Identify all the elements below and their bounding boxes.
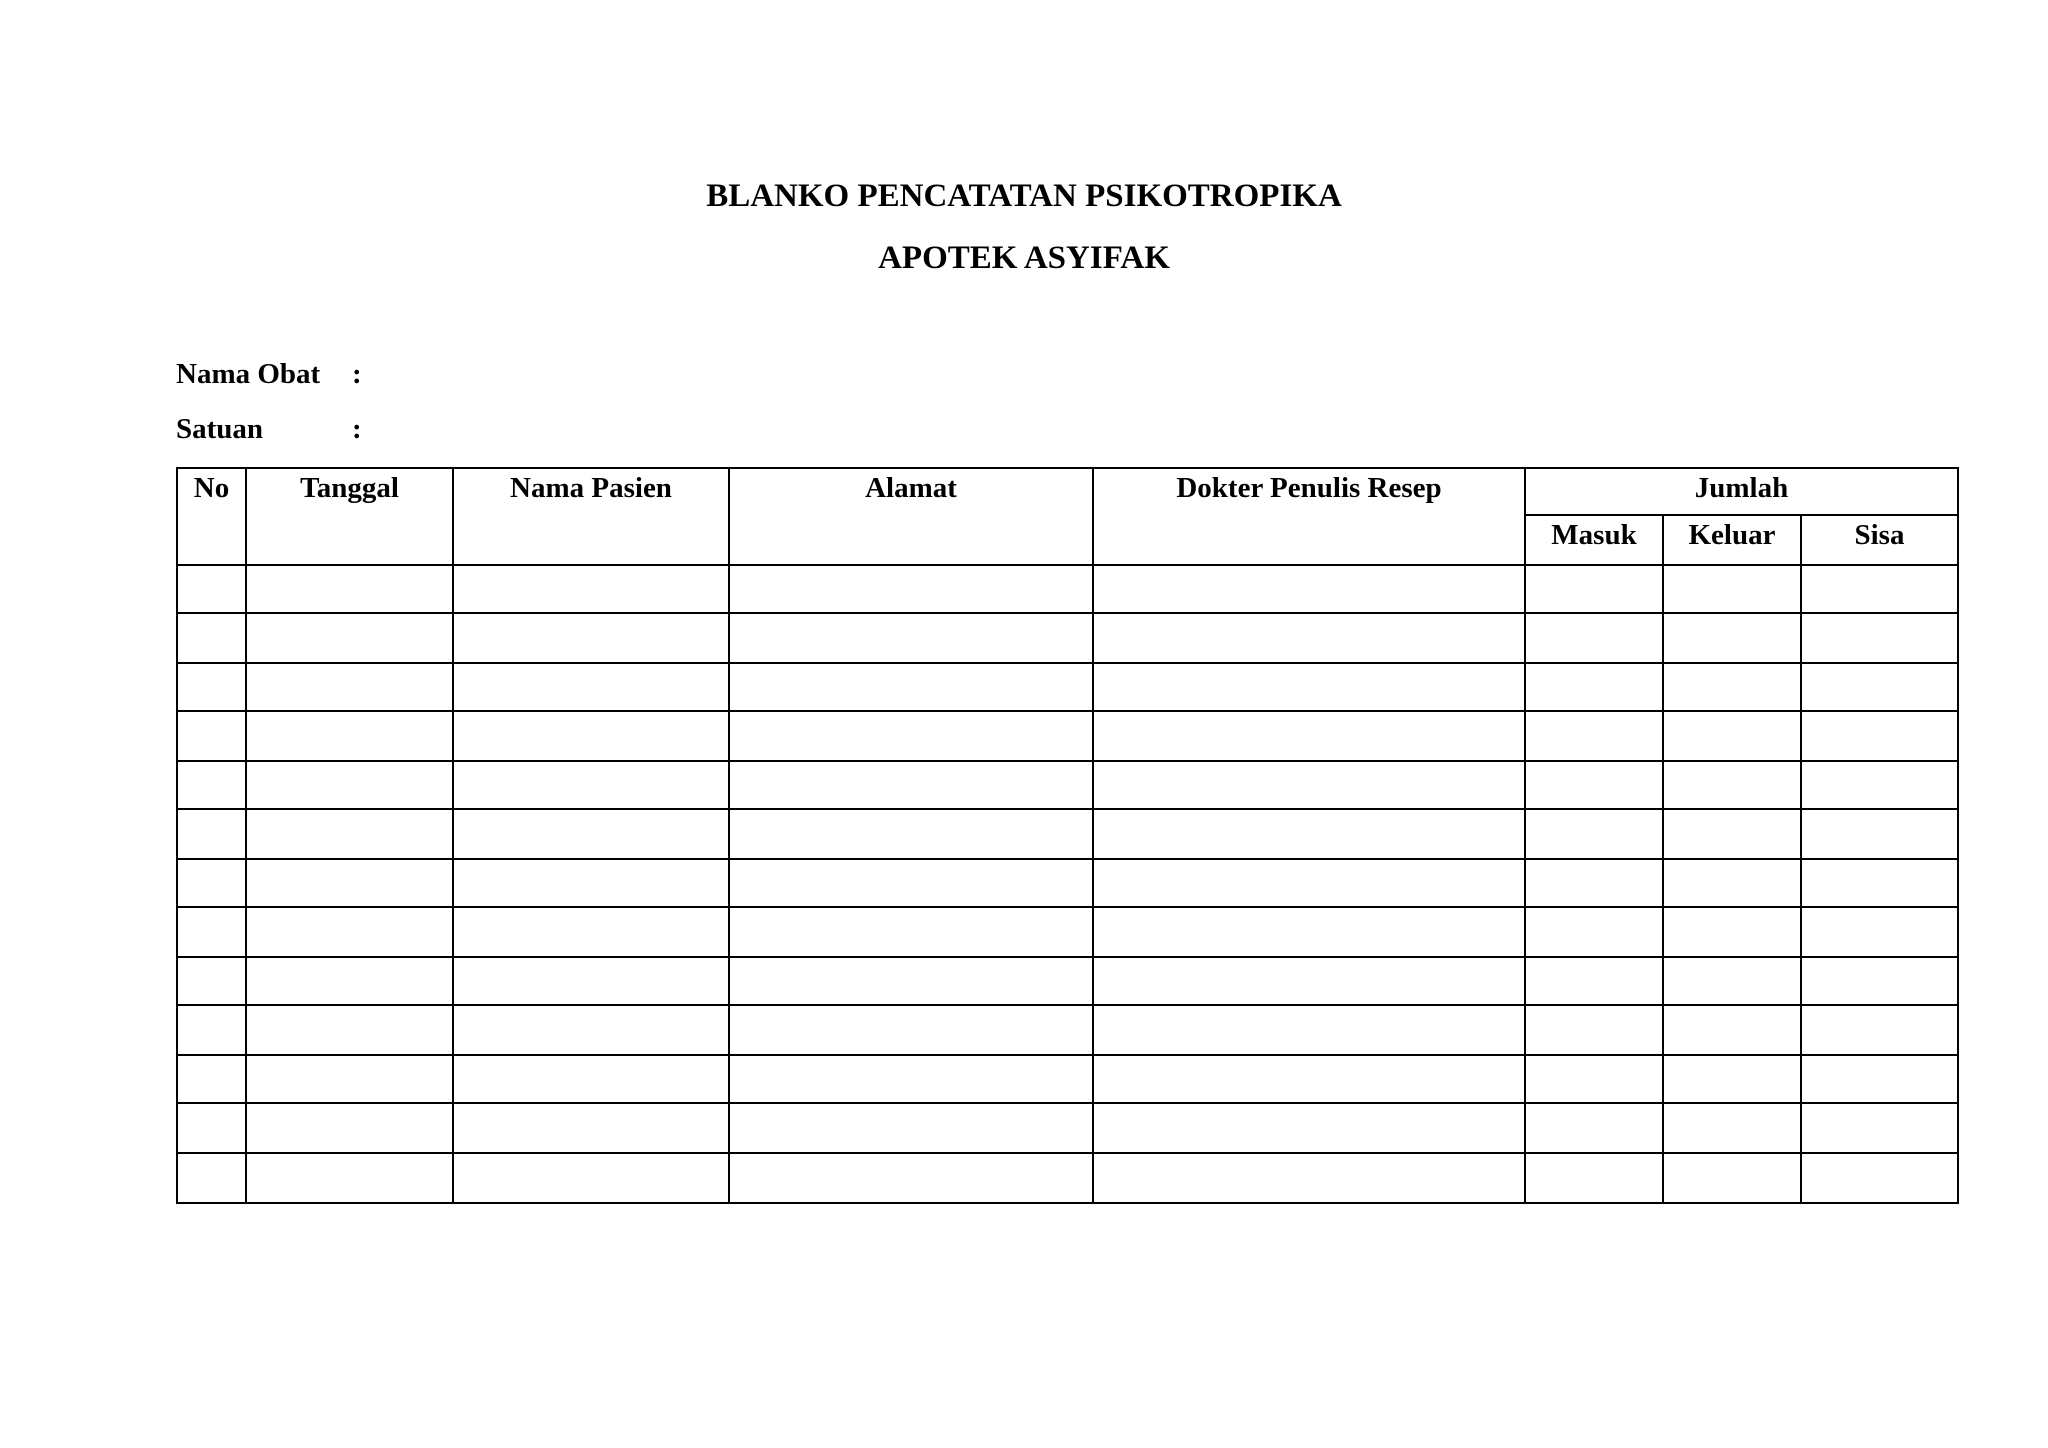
table-row: [177, 1055, 1958, 1103]
cell-tanggal: [246, 859, 453, 907]
cell-sisa: [1801, 761, 1958, 809]
cell-nama-pasien: [453, 711, 729, 761]
cell-no: [177, 907, 246, 957]
cell-dokter: [1093, 907, 1525, 957]
cell-keluar: [1663, 565, 1801, 613]
header-keluar: Keluar: [1663, 515, 1801, 565]
cell-keluar: [1663, 1153, 1801, 1203]
ledger-body: [177, 565, 1958, 1203]
cell-no: [177, 1153, 246, 1203]
field-satuan-separator: :: [352, 413, 362, 445]
cell-keluar: [1663, 1103, 1801, 1153]
cell-alamat: [729, 1153, 1093, 1203]
header-alamat: Alamat: [729, 468, 1093, 565]
cell-tanggal: [246, 711, 453, 761]
cell-dokter: [1093, 565, 1525, 613]
table-row: [177, 613, 1958, 663]
cell-sisa: [1801, 711, 1958, 761]
cell-tanggal: [246, 957, 453, 1005]
cell-tanggal: [246, 761, 453, 809]
cell-tanggal: [246, 907, 453, 957]
cell-nama-pasien: [453, 957, 729, 1005]
cell-sisa: [1801, 565, 1958, 613]
cell-masuk: [1525, 1103, 1663, 1153]
cell-tanggal: [246, 1153, 453, 1203]
header-no: No: [177, 468, 246, 565]
cell-alamat: [729, 1103, 1093, 1153]
cell-no: [177, 711, 246, 761]
cell-nama-pasien: [453, 809, 729, 859]
header-masuk: Masuk: [1525, 515, 1663, 565]
cell-masuk: [1525, 565, 1663, 613]
psychotropic-ledger-table: [176, 467, 1959, 1204]
cell-dokter: [1093, 1153, 1525, 1203]
cell-tanggal: [246, 1055, 453, 1103]
table-row: [177, 761, 1958, 809]
cell-sisa: [1801, 1103, 1958, 1153]
cell-no: [177, 1103, 246, 1153]
cell-dokter: [1093, 613, 1525, 663]
cell-masuk: [1525, 613, 1663, 663]
cell-nama-pasien: [453, 663, 729, 711]
cell-masuk: [1525, 663, 1663, 711]
pharmacy-name: APOTEK ASYIFAK: [878, 240, 1170, 276]
cell-nama-pasien: [453, 859, 729, 907]
cell-keluar: [1663, 1005, 1801, 1055]
cell-no: [177, 809, 246, 859]
cell-nama-pasien: [453, 1103, 729, 1153]
cell-nama-pasien: [453, 1005, 729, 1055]
cell-dokter: [1093, 1055, 1525, 1103]
field-satuan-label: Satuan: [176, 413, 264, 445]
table-row: [177, 907, 1958, 957]
table-row: [177, 711, 1958, 761]
cell-masuk: [1525, 957, 1663, 1005]
cell-no: [177, 859, 246, 907]
field-nama-obat-label: Nama Obat: [176, 358, 321, 390]
table-row: [177, 663, 1958, 711]
header-nama-pasien: Nama Pasien: [453, 468, 729, 565]
cell-tanggal: [246, 1103, 453, 1153]
cell-sisa: [1801, 859, 1958, 907]
field-nama-obat: [176, 356, 362, 392]
cell-no: [177, 613, 246, 663]
cell-masuk: [1525, 1055, 1663, 1103]
cell-nama-pasien: [453, 1055, 729, 1103]
field-nama-obat-separator: :: [352, 358, 362, 390]
cell-no: [177, 957, 246, 1005]
cell-no: [177, 565, 246, 613]
cell-alamat: [729, 809, 1093, 859]
cell-keluar: [1663, 859, 1801, 907]
cell-dokter: [1093, 809, 1525, 859]
cell-masuk: [1525, 907, 1663, 957]
cell-nama-pasien: [453, 1153, 729, 1203]
header-row: [177, 468, 1958, 515]
cell-alamat: [729, 565, 1093, 613]
header-tanggal: Tanggal: [246, 468, 453, 565]
cell-keluar: [1663, 1055, 1801, 1103]
cell-dokter: [1093, 663, 1525, 711]
cell-masuk: [1525, 809, 1663, 859]
cell-alamat: [729, 613, 1093, 663]
cell-masuk: [1525, 711, 1663, 761]
table-row: [177, 1103, 1958, 1153]
cell-tanggal: [246, 1005, 453, 1055]
cell-nama-pasien: [453, 613, 729, 663]
cell-sisa: [1801, 663, 1958, 711]
cell-no: [177, 663, 246, 711]
cell-keluar: [1663, 663, 1801, 711]
cell-no: [177, 1005, 246, 1055]
cell-tanggal: [246, 613, 453, 663]
cell-keluar: [1663, 957, 1801, 1005]
cell-alamat: [729, 957, 1093, 1005]
cell-alamat: [729, 663, 1093, 711]
cell-keluar: [1663, 613, 1801, 663]
cell-sisa: [1801, 1005, 1958, 1055]
cell-keluar: [1663, 761, 1801, 809]
cell-sisa: [1801, 809, 1958, 859]
cell-alamat: [729, 711, 1093, 761]
cell-nama-pasien: [453, 565, 729, 613]
cell-nama-pasien: [453, 907, 729, 957]
cell-no: [177, 761, 246, 809]
cell-sisa: [1801, 613, 1958, 663]
cell-tanggal: [246, 809, 453, 859]
table-row: [177, 1153, 1958, 1203]
header-sisa: Sisa: [1801, 515, 1958, 565]
field-satuan: [176, 411, 362, 447]
table-row: [177, 859, 1958, 907]
cell-masuk: [1525, 761, 1663, 809]
table-row: [177, 565, 1958, 613]
cell-alamat: [729, 1055, 1093, 1103]
table-row: [177, 809, 1958, 859]
table-row: [177, 1005, 1958, 1055]
cell-sisa: [1801, 1055, 1958, 1103]
header-dokter-penulis-resep: Dokter Penulis Resep: [1093, 468, 1525, 565]
cell-tanggal: [246, 663, 453, 711]
cell-keluar: [1663, 809, 1801, 859]
cell-dokter: [1093, 761, 1525, 809]
cell-alamat: [729, 1005, 1093, 1055]
cell-sisa: [1801, 1153, 1958, 1203]
cell-no: [177, 1055, 246, 1103]
cell-keluar: [1663, 711, 1801, 761]
cell-tanggal: [246, 565, 453, 613]
document-title: BLANKO PENCATATAN PSIKOTROPIKA: [706, 178, 1342, 214]
cell-nama-pasien: [453, 761, 729, 809]
cell-alamat: [729, 859, 1093, 907]
cell-sisa: [1801, 957, 1958, 1005]
cell-dokter: [1093, 859, 1525, 907]
header-jumlah: Jumlah: [1525, 468, 1958, 515]
cell-masuk: [1525, 859, 1663, 907]
table-row: [177, 957, 1958, 1005]
cell-masuk: [1525, 1153, 1663, 1203]
cell-sisa: [1801, 907, 1958, 957]
cell-masuk: [1525, 1005, 1663, 1055]
cell-alamat: [729, 761, 1093, 809]
cell-dokter: [1093, 957, 1525, 1005]
cell-dokter: [1093, 1005, 1525, 1055]
cell-dokter: [1093, 1103, 1525, 1153]
cell-dokter: [1093, 711, 1525, 761]
cell-keluar: [1663, 907, 1801, 957]
cell-alamat: [729, 907, 1093, 957]
